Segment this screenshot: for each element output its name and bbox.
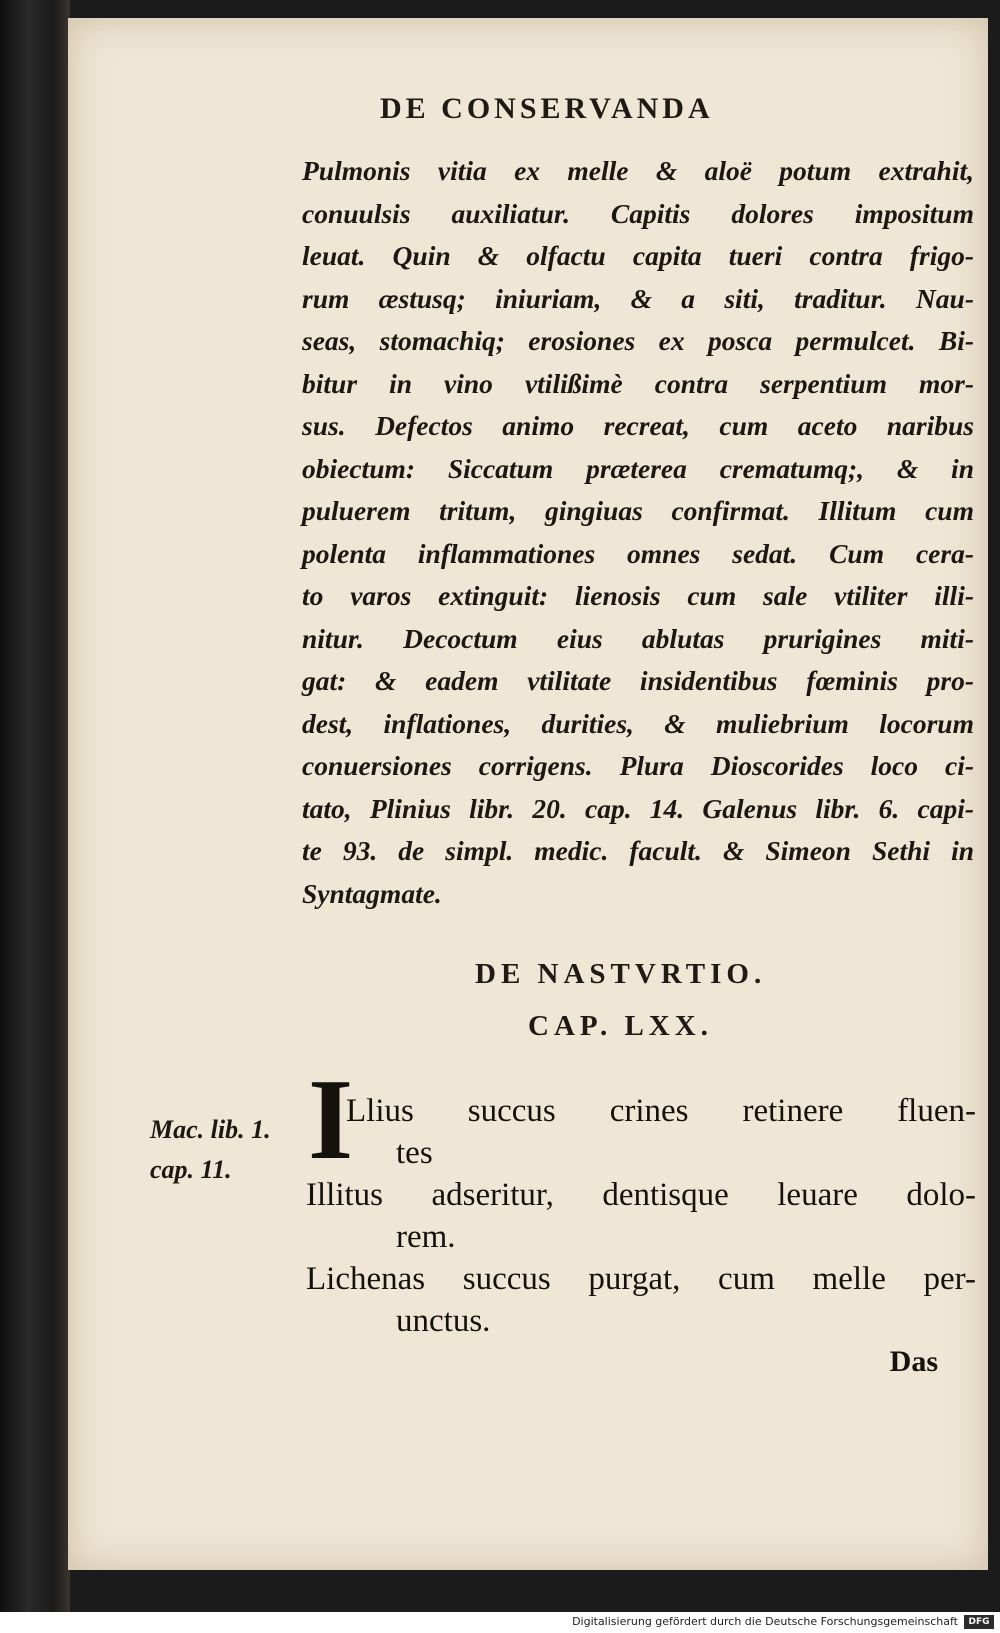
text-line: Syntagmate. xyxy=(302,877,442,909)
text-line: nitur. Decoctum eius ablutas prurigines miti- xyxy=(302,622,974,654)
text-line: to varos extinguit: lienosis cum sale vtiliter illi- xyxy=(302,580,974,611)
text-line: dest, inflationes, durities, & muliebrium locorum xyxy=(302,707,974,739)
text-line: puluerem tritum, gingiuas confirmat. Illitum cum xyxy=(302,495,974,526)
text-line: rum æstusq; iniuriam, & a siti, traditur. Nau- xyxy=(302,282,974,314)
text-line: te 93. de simpl. medic. facult. & Simeon Sethi in xyxy=(302,835,974,866)
section-title: DE NASTVRTIO. xyxy=(475,958,767,990)
verse-line: Lichenas succus purgat, cum melle per- xyxy=(306,1261,976,1297)
margin-note xyxy=(150,1110,271,1190)
text-line: seas, stomachiq; erosiones ex posca permulcet. Bi- xyxy=(302,325,974,356)
verse-line: tes xyxy=(396,1135,433,1171)
footer-credit-text: Digitalisierung gefördert durch die Deutsche Forschungsgemeinschaft xyxy=(572,1615,958,1628)
drop-cap: I xyxy=(308,1056,354,1184)
verse-line: rem. xyxy=(396,1219,456,1255)
text-line: conuulsis auxiliatur. Capitis dolores impositum xyxy=(302,197,974,229)
book-binding-edge xyxy=(0,0,70,1612)
margin-note-line: Mac. lib. 1. xyxy=(150,1115,271,1144)
verse-block xyxy=(306,1090,976,1342)
text-line: polenta inflammationes omnes sedat. Cum cera- xyxy=(302,537,974,569)
chapter-number: CAP. LXX. xyxy=(528,1010,713,1042)
text-line: gat: & eadem vtilitate insidentibus fœminis pro- xyxy=(302,665,974,696)
text-line: conuersiones corrigens. Plura Dioscorides loco ci- xyxy=(302,750,974,781)
text-line: tato, Plinius libr. 20. cap. 14. Galenus libr. 6. capi- xyxy=(302,792,974,824)
text-line: Pulmonis vitia ex melle & aloë potum extrahit, xyxy=(302,155,974,186)
text-line: sus. Defectos animo recreat, cum aceto naribus xyxy=(302,410,974,441)
dfg-logo-icon: DFG xyxy=(964,1615,994,1629)
catchword: Das xyxy=(889,1345,938,1378)
text-line: obiectum: Siccatum præterea crematumq;, & in xyxy=(302,452,974,484)
text-line: leuat. Quin & olfactu capita tueri contra frigo- xyxy=(302,240,974,271)
text-line: bitur in vino vtilißimè contra serpentium mor- xyxy=(302,367,974,399)
verse-line: Llius succus crines retinere fluen- xyxy=(346,1093,976,1129)
digitization-footer xyxy=(0,1612,1000,1633)
body-paragraph xyxy=(302,150,974,915)
running-head: DE CONSERVANDA xyxy=(380,92,714,125)
verse-line: Illitus adseritur, dentisque leuare dolo- xyxy=(306,1177,976,1213)
verse-line: unctus. xyxy=(396,1303,491,1339)
margin-note-line: cap. 11. xyxy=(150,1155,232,1184)
